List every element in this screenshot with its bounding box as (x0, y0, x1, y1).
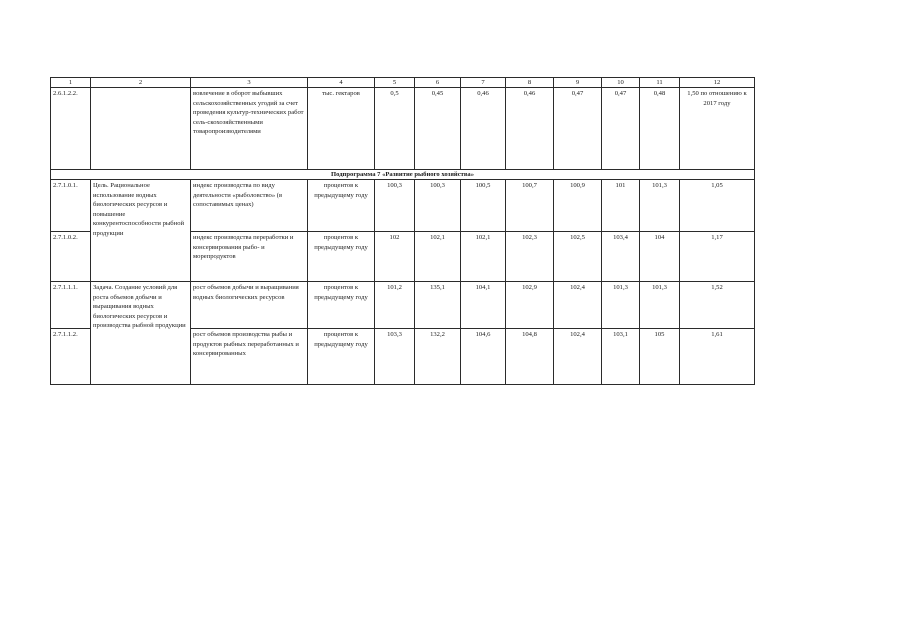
section-row (51, 170, 755, 180)
row-indicator: вовлечение в оборот выбывших сельскохозяйственных угодий за счет проведения культур-технических работ сель-скохозяйственными товаропроизводителями (191, 88, 308, 170)
row-value: 104,1 (461, 282, 506, 329)
header-cell: 3 (191, 78, 308, 88)
row-value: 103,3 (375, 329, 415, 385)
row-value: 100,3 (415, 180, 461, 232)
row-value: 102,3 (506, 232, 554, 282)
row-code: 2.6.1.2.2. (51, 88, 91, 170)
header-cell: 6 (415, 78, 461, 88)
header-cell: 5 (375, 78, 415, 88)
row-note: 1,52 (680, 282, 755, 329)
row-note: 1,17 (680, 232, 755, 282)
row-unit: процентов к предыдущему году (308, 282, 375, 329)
row-value: 104,8 (506, 329, 554, 385)
task-text: Задача. Создание условий для роста объемов добычи и выращивания водных биологических ресурсов и производства рыбной продукции (91, 282, 191, 385)
row-value: 101,3 (640, 180, 680, 232)
row-value: 101,2 (375, 282, 415, 329)
indicators-table (50, 77, 755, 385)
row-value: 101,3 (602, 282, 640, 329)
row-value: 103,1 (602, 329, 640, 385)
table-row (51, 282, 755, 329)
row-indicator: рост объемов добычи и выращивания водных биологических ресурсов (191, 282, 308, 329)
header-cell: 12 (680, 78, 755, 88)
header-cell: 11 (640, 78, 680, 88)
header-cell: 2 (91, 78, 191, 88)
row-note: 1,61 (680, 329, 755, 385)
row-value: 132,2 (415, 329, 461, 385)
row-value: 104,6 (461, 329, 506, 385)
row-value: 101,3 (640, 282, 680, 329)
row-value: 0,48 (640, 88, 680, 170)
row-indicator: индекс производства по виду деятельности «рыболовство» (в сопоставимых ценах) (191, 180, 308, 232)
row-note: 1,05 (680, 180, 755, 232)
row-value: 102,5 (554, 232, 602, 282)
row-unit: процентов к предыдущему году (308, 232, 375, 282)
header-cell: 8 (506, 78, 554, 88)
header-cell: 4 (308, 78, 375, 88)
row-value: 102,1 (415, 232, 461, 282)
row-indicator: индекс производства переработки и консервирования рыбо- и морепродуктов (191, 232, 308, 282)
row-value: 102,4 (554, 282, 602, 329)
row-unit: процентов к предыдущему году (308, 180, 375, 232)
row-value: 102 (375, 232, 415, 282)
row-value: 0,46 (461, 88, 506, 170)
row-code: 2.7.1.1.2. (51, 329, 91, 385)
row-code: 2.7.1.0.2. (51, 232, 91, 282)
row-value: 100,7 (506, 180, 554, 232)
header-cell: 9 (554, 78, 602, 88)
table-row (51, 88, 755, 170)
row-value: 0,47 (602, 88, 640, 170)
row-value: 100,9 (554, 180, 602, 232)
row-value: 101 (602, 180, 640, 232)
row-value: 135,1 (415, 282, 461, 329)
goal-text: Цель. Рациональное использование водных биологических ресурсов и повышение конкурентоспособности рыбной продукции (91, 180, 191, 282)
table-header-row (51, 78, 755, 88)
section-title: Подпрограмма 7 «Развитие рыбного хозяйства» (51, 170, 755, 180)
row-value: 100,5 (461, 180, 506, 232)
row-value: 0,47 (554, 88, 602, 170)
row-value: 102,9 (506, 282, 554, 329)
row-unit: тыс. гектаров (308, 88, 375, 170)
row-value: 105 (640, 329, 680, 385)
row-value: 103,4 (602, 232, 640, 282)
row-note: 1,50 по отношению к 2017 году (680, 88, 755, 170)
row-code: 2.7.1.0.1. (51, 180, 91, 232)
row-value: 104 (640, 232, 680, 282)
row-unit: процентов к предыдущему году (308, 329, 375, 385)
row-value: 0,45 (415, 88, 461, 170)
header-cell: 1 (51, 78, 91, 88)
row-value: 102,4 (554, 329, 602, 385)
row-value: 0,5 (375, 88, 415, 170)
row-value: 100,3 (375, 180, 415, 232)
row-indicator: рост объемов производства рыбы и продуктов рыбных переработанных и консервированных (191, 329, 308, 385)
row-value: 102,1 (461, 232, 506, 282)
header-cell: 7 (461, 78, 506, 88)
table-row (51, 180, 755, 232)
row-goal-cell (91, 88, 191, 170)
document-page (50, 77, 754, 385)
row-code: 2.7.1.1.1. (51, 282, 91, 329)
header-cell: 10 (602, 78, 640, 88)
row-value: 0,46 (506, 88, 554, 170)
